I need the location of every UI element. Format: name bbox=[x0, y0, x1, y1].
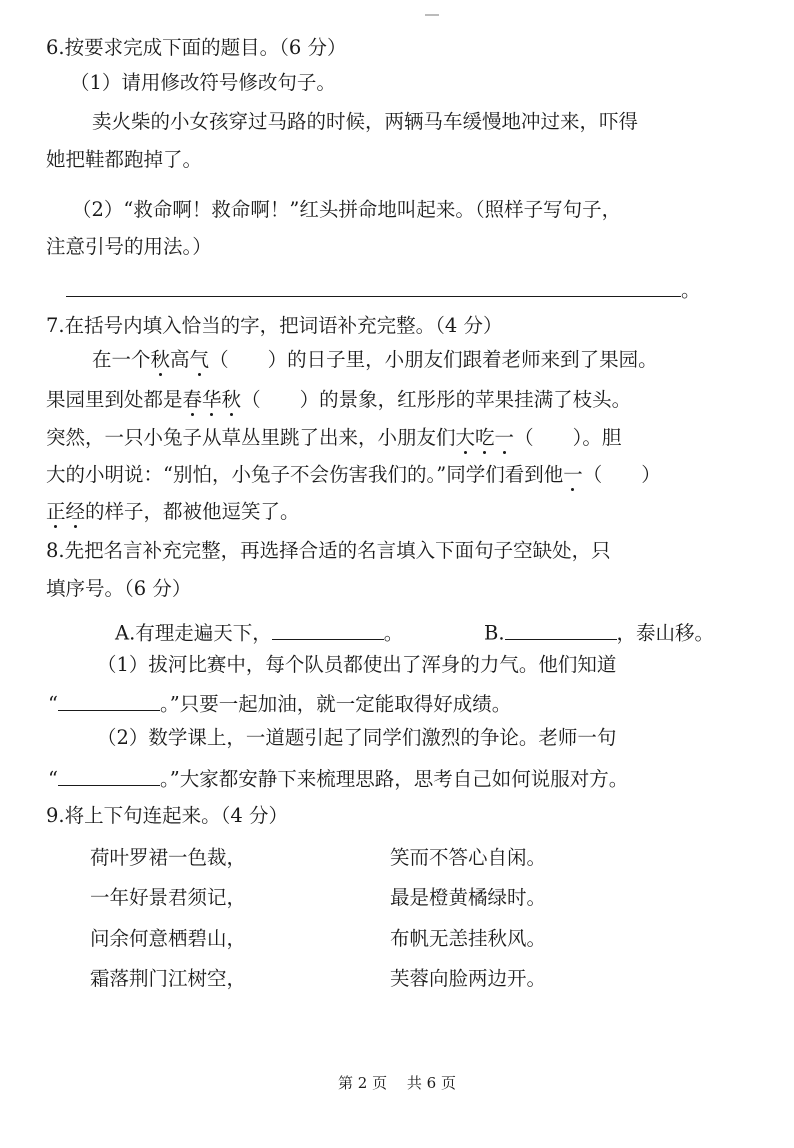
q8-option-a-text: A.有理走遍天下， bbox=[115, 621, 272, 645]
q7-title: 7.在括号内填入恰当的字，把词语补充完整。（4 分） bbox=[46, 314, 503, 337]
q9-title: 9.将上下句连起来。（4 分） bbox=[46, 804, 288, 827]
q8-option-b-text: ，泰山移。 bbox=[616, 621, 715, 645]
q6-title: 6.按要求完成下面的题目。（6 分） bbox=[46, 36, 347, 59]
q8-part2-blank[interactable] bbox=[58, 765, 160, 786]
q8-option-a-end: 。 bbox=[383, 621, 404, 645]
q9-right-item[interactable]: 布帆无恙挂秋风。 bbox=[390, 927, 547, 950]
q7-dotted-char: 大 bbox=[455, 426, 476, 449]
q8-option-a-blank[interactable] bbox=[272, 619, 384, 640]
q7-dotted-char: 经 bbox=[65, 500, 86, 523]
q7-text: 大的小明说：“别怕，小兔子不会伤害我们的。”同学们看到他 bbox=[46, 463, 564, 486]
q7-text: 突然，一只小兔子从草丛里跳了出来，小朋友们 bbox=[46, 426, 456, 449]
q7-text: （ ）。胆 bbox=[514, 426, 622, 449]
q7-text: （ ） bbox=[582, 463, 661, 486]
q8-option-b-blank[interactable] bbox=[505, 619, 617, 640]
q8-title-line2: 填序号。（6 分） bbox=[46, 577, 192, 600]
q8-part1-open-quote: “ bbox=[48, 692, 58, 716]
q6-sentence-line1: 卖火柴的小女孩穿过马路的时候，两辆马车缓慢地冲过来，吓得 bbox=[92, 110, 639, 133]
q8-option-a bbox=[115, 619, 403, 643]
q6-answer-line[interactable] bbox=[66, 276, 701, 300]
q9-right-item[interactable]: 芙蓉向脸两边开。 bbox=[390, 967, 547, 990]
q6-part2-line1: （2）“救命啊！救命啊！”红头拼命地叫起来。（照样子写句子， bbox=[72, 198, 622, 221]
q7-text: 的样子，都被他逗笑了。 bbox=[85, 500, 300, 523]
q7-dotted-char: 一 bbox=[563, 463, 583, 486]
q6-answer-blank[interactable] bbox=[66, 276, 681, 297]
q7-dotted-char: 吃 bbox=[475, 426, 495, 449]
q7-line4 bbox=[46, 465, 661, 485]
q9-left-item[interactable]: 问余何意栖碧山， bbox=[90, 927, 247, 950]
scan-mark bbox=[425, 14, 439, 16]
q8-part1-rest: 。”只要一起加油，就一定能取得好成绩。 bbox=[159, 692, 512, 716]
q7-dotted-char: 一 bbox=[494, 426, 515, 449]
q7-dotted-char: 秋 bbox=[150, 348, 171, 371]
q8-part1-line1: （1）拔河比赛中，每个队员都使出了浑身的力气。他们知道 bbox=[97, 653, 617, 676]
q7-text: （ ）的日子里，小朋友们跟着老师来到了果园。 bbox=[209, 348, 658, 371]
q7-dotted-char: 秋 bbox=[221, 388, 242, 411]
q7-line5 bbox=[46, 502, 300, 522]
q8-part2-rest: 。”大家都安静下来梳理思路，思考自己如何说服对方。 bbox=[159, 767, 629, 791]
q7-line3 bbox=[46, 428, 621, 448]
q7-dotted-char: 华 bbox=[202, 388, 222, 411]
q7-text: （ ）的景象，红彤彤的苹果挂满了枝头。 bbox=[241, 388, 632, 411]
q7-line2 bbox=[46, 390, 631, 410]
q7-dotted-char: 正 bbox=[46, 500, 66, 523]
q7-text: 在一个 bbox=[92, 348, 151, 371]
q8-title-line1: 8.先把名言补充完整，再选择合适的名言填入下面句子空缺处，只 bbox=[46, 539, 611, 562]
q8-option-b-label: B. bbox=[484, 621, 505, 645]
q8-part2-open-quote: “ bbox=[48, 767, 58, 791]
q6-sentence-line2: 她把鞋都跑掉了。 bbox=[46, 148, 203, 171]
q8-part2-line2 bbox=[48, 765, 628, 789]
page-number: 第 2 页 共 6 页 bbox=[338, 1074, 456, 1092]
q9-left-item[interactable]: 霜落荆门江树空， bbox=[90, 967, 247, 990]
q9-left-item[interactable]: 荷叶罗裙一色裁， bbox=[90, 846, 247, 869]
q7-text: 高 bbox=[170, 348, 190, 371]
q6-part1-label: （1）请用修改符号修改句子。 bbox=[70, 71, 336, 94]
q8-option-b bbox=[484, 619, 714, 643]
q8-part2-line1: （2）数学课上，一道题引起了同学们激烈的争论。老师一句 bbox=[97, 726, 617, 749]
q7-text: 果园里到处都是 bbox=[46, 388, 183, 411]
q9-right-item[interactable]: 最是橙黄橘绿时。 bbox=[390, 886, 547, 909]
q9-right-item[interactable]: 笑而不答心自闲。 bbox=[390, 846, 547, 869]
q8-part1-blank[interactable] bbox=[58, 690, 160, 711]
q7-line1 bbox=[92, 350, 658, 370]
q6-answer-end: 。 bbox=[681, 278, 701, 302]
q7-dotted-char: 气 bbox=[189, 348, 210, 371]
q9-left-item[interactable]: 一年好景君须记， bbox=[90, 886, 247, 909]
q7-dotted-char: 春 bbox=[182, 388, 203, 411]
q8-part1-line2 bbox=[48, 690, 511, 714]
q6-part2-line2: 注意引号的用法。） bbox=[46, 235, 212, 258]
